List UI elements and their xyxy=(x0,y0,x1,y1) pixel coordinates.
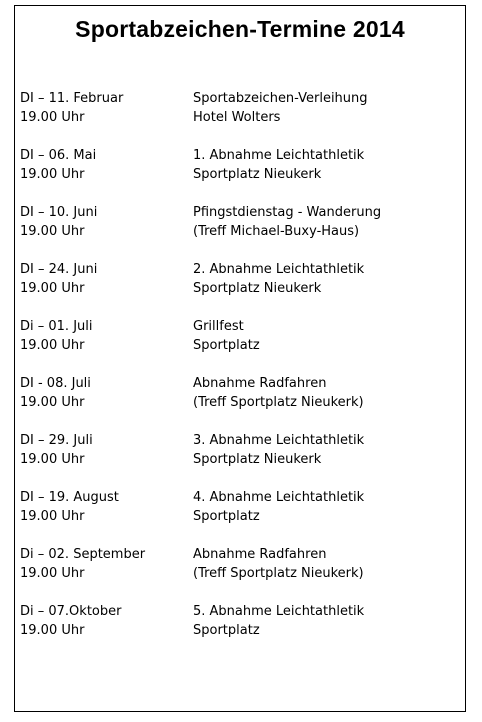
entry-date: DI – 10. Juni xyxy=(20,205,98,220)
entry-date-time xyxy=(20,374,91,412)
entry-date: DI – 11. Februar xyxy=(20,91,124,106)
entry-date: Di – 02. September xyxy=(20,547,146,562)
entry-date-time xyxy=(20,545,145,583)
entry-details xyxy=(193,146,364,184)
entry-time: 19.00 Uhr xyxy=(20,452,85,467)
entry-details xyxy=(193,602,364,640)
entry-details xyxy=(193,203,381,241)
entry-event: Abnahme Radfahren xyxy=(193,547,327,562)
schedule-entry xyxy=(20,146,460,203)
entry-location: Sportplatz Nieukerk xyxy=(193,167,322,182)
entry-details xyxy=(193,431,364,469)
entry-date: DI – 06. Mai xyxy=(20,148,97,163)
entry-details xyxy=(193,488,364,526)
entry-details xyxy=(193,374,364,412)
entry-date-time xyxy=(20,602,121,640)
entry-details xyxy=(193,545,364,583)
schedule-entry xyxy=(20,89,460,146)
entry-date: Di – 07.Oktober xyxy=(20,604,122,619)
entry-time: 19.00 Uhr xyxy=(20,623,85,638)
entry-event: 4. Abnahme Leichtathletik xyxy=(193,490,365,505)
entry-date-time xyxy=(20,146,96,184)
entry-location: Sportplatz Nieukerk xyxy=(193,452,322,467)
entry-details xyxy=(193,260,364,298)
schedule-entry xyxy=(20,260,460,317)
entry-event: Grillfest xyxy=(193,319,244,334)
entry-time: 19.00 Uhr xyxy=(20,338,85,353)
entry-event: Pfingstdienstag - Wanderung xyxy=(193,205,382,220)
entry-event: 5. Abnahme Leichtathletik xyxy=(193,604,365,619)
entry-location: Sportplatz xyxy=(193,623,260,638)
schedule-entry xyxy=(20,431,460,488)
entry-event: 2. Abnahme Leichtathletik xyxy=(193,262,365,277)
entry-time: 19.00 Uhr xyxy=(20,566,85,581)
schedule-page xyxy=(14,5,466,712)
schedule-entry xyxy=(20,374,460,431)
entry-time: 19.00 Uhr xyxy=(20,224,85,239)
entry-date-time xyxy=(20,317,93,355)
entry-details xyxy=(193,89,368,127)
entry-location: Sportplatz xyxy=(193,338,260,353)
schedule-entry xyxy=(20,602,460,659)
schedule-entry xyxy=(20,203,460,260)
entry-date: DI - 08. Juli xyxy=(20,376,91,391)
entry-date-time xyxy=(20,89,123,127)
entry-location: Sportplatz Nieukerk xyxy=(193,281,322,296)
entry-location: Hotel Wolters xyxy=(193,110,281,125)
entry-date: Di – 01. Juli xyxy=(20,319,93,334)
entry-time: 19.00 Uhr xyxy=(20,167,85,182)
page-title: Sportabzeichen-Termine 2014 xyxy=(75,16,405,42)
entry-location: (Treff Sportplatz Nieukerk) xyxy=(193,395,364,410)
entry-date-time xyxy=(20,260,97,298)
entry-date: DI – 24. Juni xyxy=(20,262,98,277)
entry-date-time xyxy=(20,431,93,469)
entry-event: Sportabzeichen-Verleihung xyxy=(193,91,368,106)
entry-time: 19.00 Uhr xyxy=(20,281,85,296)
schedule-entry xyxy=(20,545,460,602)
entry-event: 3. Abnahme Leichtathletik xyxy=(193,433,365,448)
entry-location: (Treff Sportplatz Nieukerk) xyxy=(193,566,364,581)
entry-time: 19.00 Uhr xyxy=(20,110,85,125)
entry-time: 19.00 Uhr xyxy=(20,509,85,524)
schedule-list xyxy=(20,89,460,659)
entry-time: 19.00 Uhr xyxy=(20,395,85,410)
schedule-entry xyxy=(20,488,460,545)
schedule-entry xyxy=(20,317,460,374)
entry-event: Abnahme Radfahren xyxy=(193,376,327,391)
entry-date-time xyxy=(20,203,97,241)
entry-date-time xyxy=(20,488,119,526)
entry-location: (Treff Michael-Buxy-Haus) xyxy=(193,224,360,239)
entry-event: 1. Abnahme Leichtathletik xyxy=(193,148,365,163)
entry-location: Sportplatz xyxy=(193,509,260,524)
entry-date: DI – 29. Juli xyxy=(20,433,93,448)
entry-details xyxy=(193,317,260,355)
entry-date: DI – 19. August xyxy=(20,490,119,505)
